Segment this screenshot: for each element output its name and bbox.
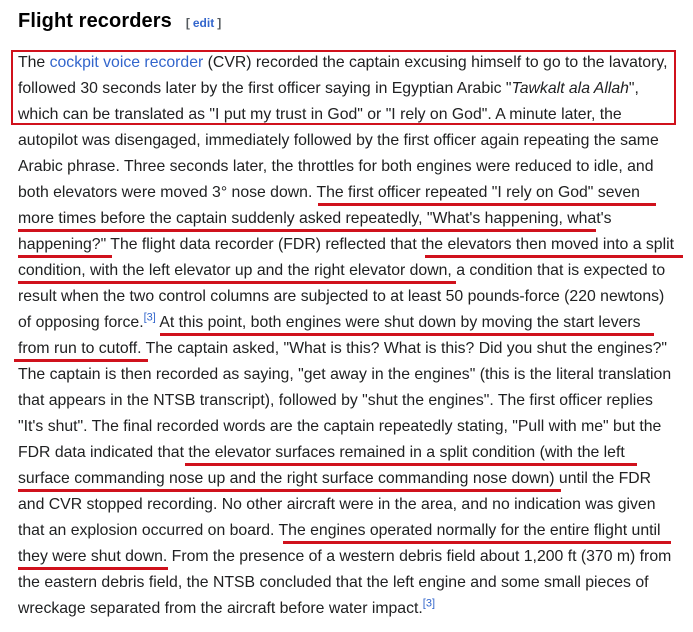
paragraph-line bbox=[18, 52, 667, 74]
reference-link[interactable]: [3] bbox=[143, 311, 156, 324]
paragraph-line: which can be translated as "I put my trust in God" or "I rely on God". A minute later, the bbox=[18, 106, 622, 123]
text-run: of opposing force. bbox=[18, 314, 144, 331]
paragraph-line: happening?" The flight data recorder (FDR) reflected that the elevators then moved into a split bbox=[18, 236, 674, 253]
text-run: At this point, both engines were shut down by moving the start levers bbox=[155, 314, 641, 331]
text-run: The bbox=[18, 54, 50, 71]
paragraph-line bbox=[18, 598, 435, 620]
paragraph-line: The captain is then recorded as saying, "get away in the engines" (this is the literal translation bbox=[18, 366, 672, 383]
paragraph-line bbox=[18, 312, 641, 334]
edit-section bbox=[186, 16, 221, 30]
paragraph-line: result when the two control columns are subjected to at least 50 pounds-force (220 newtons) bbox=[18, 288, 665, 305]
paragraph-line: from run to cutoff. The captain asked, "What is this? What is this? Did you shut the engines?" bbox=[18, 340, 667, 357]
section-title: Flight recorders bbox=[18, 10, 172, 32]
paragraph-line: "It's shut". The final recorded words are the captain repeatedly stating, "Pull with me" but the bbox=[18, 418, 662, 435]
cockpit-voice-recorder-link[interactable]: cockpit voice recorder bbox=[49, 54, 204, 71]
paragraph-line: they were shut down. From the presence of a western debris field about 1,200 ft (370 m) from bbox=[18, 548, 672, 565]
paragraph-line: the eastern debris field, the NTSB concluded that the left engine and some small pieces of bbox=[18, 574, 649, 591]
paragraph-line: that appears in the NTSB transcript), followed by "shut the engines". The first officer replies bbox=[18, 392, 653, 409]
text-run: followed 30 seconds later by the first officer saying in Egyptian Arabic " bbox=[18, 80, 512, 97]
paragraph-line: surface commanding nose up and the right surface commanding nose down) until the FDR bbox=[18, 470, 652, 487]
arabic-phrase: Tawkalt ala Allah bbox=[511, 80, 629, 97]
paragraph-line: and CVR stopped recording. No other aircraft were in the area, and no indication was given bbox=[18, 496, 656, 513]
edit-bracket-open: [ bbox=[185, 16, 190, 30]
paragraph-line: Arabic phrase. Three seconds later, the throttles for both engines were reduced to idle, and bbox=[18, 158, 654, 175]
text-run: (CVR) recorded the captain excusing himself to go to the lavatory, bbox=[203, 54, 668, 71]
paragraph-line: condition, with the left elevator up and the right elevator down, a condition that is expected to bbox=[18, 262, 666, 279]
text-run: ", bbox=[628, 80, 639, 97]
paragraph-line: autopilot was disengaged, immediately followed by the first officer again repeating the same bbox=[18, 132, 659, 149]
paragraph-line: that an explosion occurred on board. The engines operated normally for the entire flight until bbox=[18, 522, 661, 539]
paragraph-line: more times before the captain suddenly asked repeatedly, "What's happening, what's bbox=[18, 210, 612, 227]
edit-link[interactable]: edit bbox=[192, 16, 215, 30]
paragraph-line bbox=[18, 78, 639, 100]
edit-bracket-close: ] bbox=[217, 16, 222, 30]
paragraph-line: FDR data indicated that the elevator surfaces remained in a split condition (with the left bbox=[18, 444, 625, 461]
paragraph-line: both elevators were moved 3° nose down. The first officer repeated "I rely on God" seven bbox=[18, 184, 640, 201]
text-run: wreckage separated from the aircraft before water impact. bbox=[18, 600, 423, 617]
reference-link[interactable]: [3] bbox=[422, 597, 435, 610]
section-heading bbox=[18, 10, 221, 33]
